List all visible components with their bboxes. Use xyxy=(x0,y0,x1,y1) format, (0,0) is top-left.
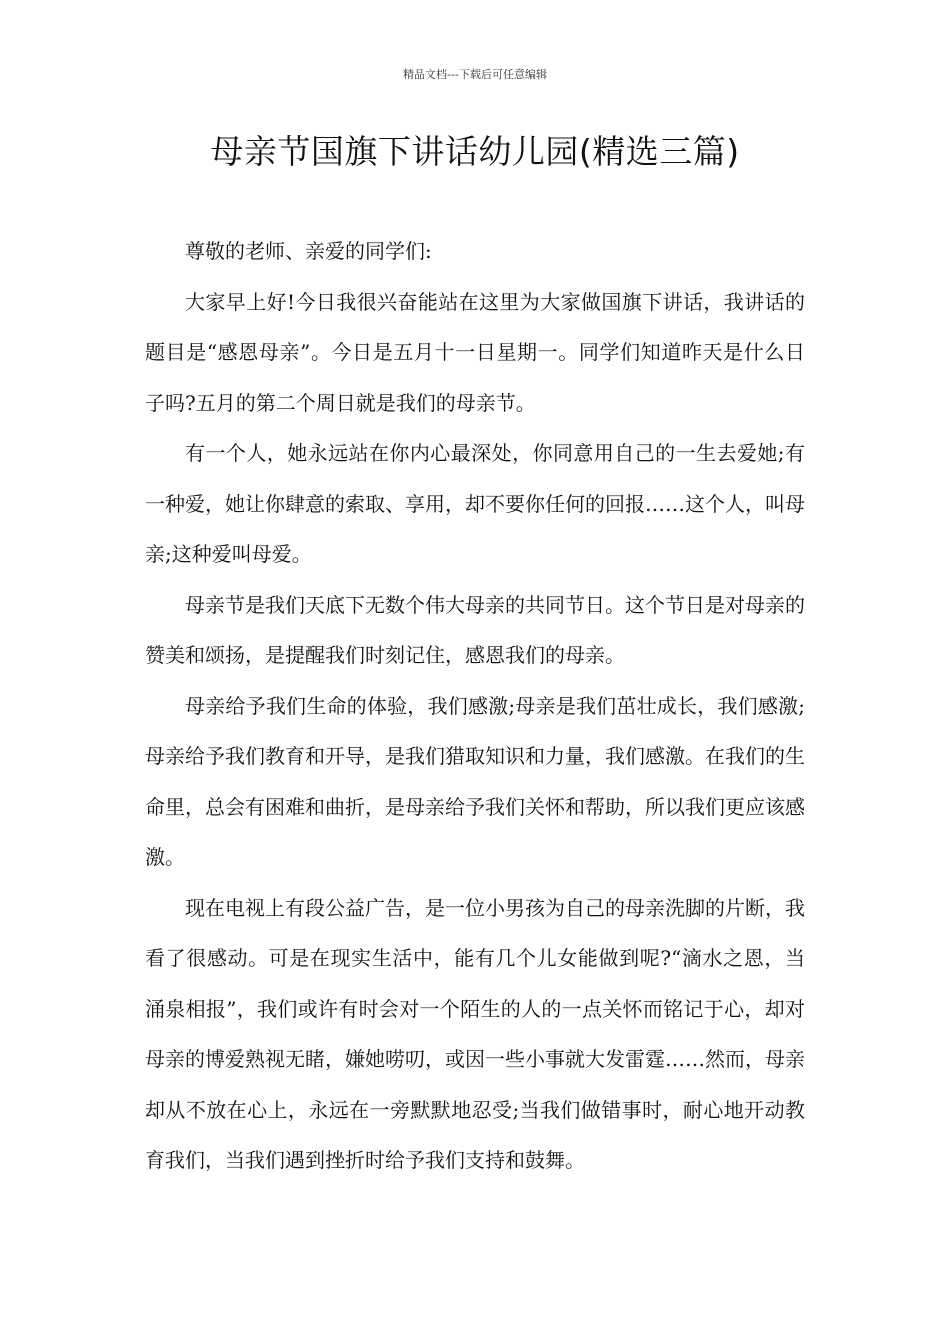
paragraph-greeting: 大家早上好!今日我很兴奋能站在这里为大家做国旗下讲话，我讲话的题目是“感恩母亲”。今日是五月十一日星期一。同学们知道昨天是什么日子吗?五月的第二个周日就是我们的母亲节。 xyxy=(145,289,805,415)
paragraph-public-ad: 现在电视上有段公益广告，是一位小男孩为自己的母亲洗脚的片断，我看了很感动。可是在现实生活中，能有几个儿女能做到呢?“滴水之恩，当涌泉相报”，我们或许有时会对一个陌生的人的一点关怀而铭记于心，却对母亲的博爱熟视无睹，嫌她唠叨，或因一些小事就大发雷霆……然而，母亲却从不放在心上，永远在一旁默默地忍受;当我们做错事时，耐心地开动教育我们，当我们遇到挫折时给予我们支持和鼓舞。 xyxy=(145,895,805,1172)
document-title: 母亲节国旗下讲话幼儿园(精选三篇) xyxy=(210,132,740,171)
paragraph-mother-love: 有一个人，她永远站在你内心最深处，你同意用自己的一生去爱她;有一种爱，她让你肆意的索取、享用，却不要你任何的回报……这个人，叫母亲;这种爱叫母爱。 xyxy=(145,441,805,566)
paragraph-salutation: 尊敬的老师、亲爱的同学们: xyxy=(185,239,432,263)
header-note: 精品文档---下载后可任意编辑 xyxy=(403,68,547,81)
document-body xyxy=(145,226,805,1186)
paragraph-mothers-day: 母亲节是我们天底下无数个伟大母亲的共同节日。这个节日是对母亲的赞美和颂扬，是提醒我们时刻记住，感恩我们的母亲。 xyxy=(145,592,805,667)
paragraph-gratitude: 母亲给予我们生命的体验，我们感激;母亲是我们茁壮成长，我们感激;母亲给予我们教育和开导，是我们猎取知识和力量，我们感激。在我们的生命里，总会有困难和曲折，是母亲给予我们关怀和帮助，所以我们更应该感激。 xyxy=(145,693,805,869)
